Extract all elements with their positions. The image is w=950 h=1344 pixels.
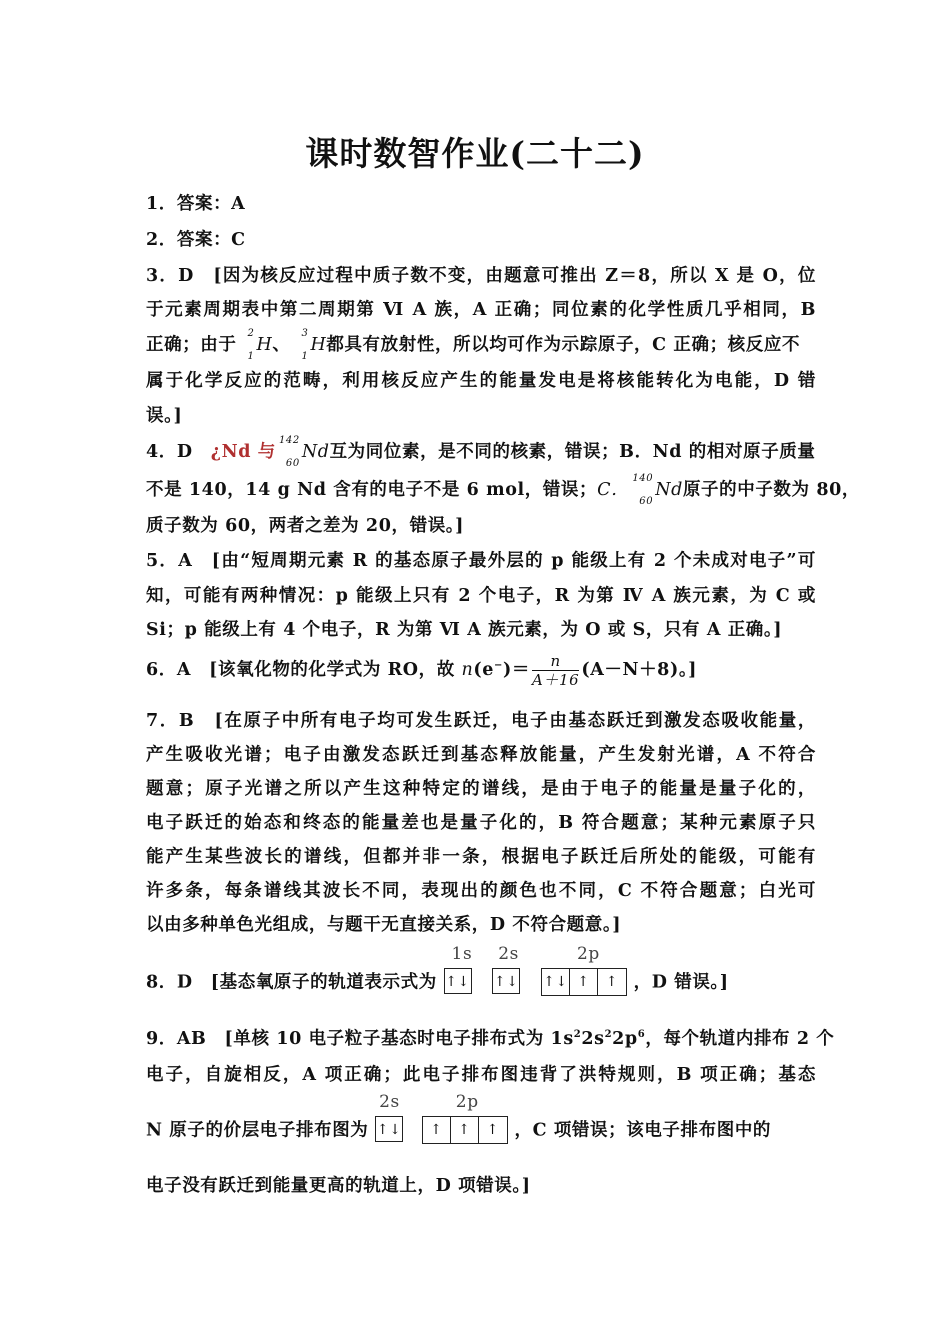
orbital-box: ↑↓: [375, 1116, 403, 1142]
text: )＝: [503, 660, 530, 680]
option-c-label: C．: [597, 480, 630, 500]
answer-1: 1．答案：A: [146, 194, 246, 214]
answer-4-line-1: [146, 435, 816, 469]
answer-4-line-2: [146, 473, 860, 507]
mass-number: 140: [632, 473, 654, 484]
text: 2s: [581, 1029, 605, 1049]
text: 互为同位素，是不同的核素，错误；B．Nd 的相对原子质量: [329, 442, 816, 462]
isotope-h2: [237, 328, 257, 362]
orbital-1s: [444, 944, 473, 998]
orbital-2p: [541, 944, 627, 998]
text: 9．AB [单核 10 电子粒子基态时电子排布式为 1s: [146, 1029, 574, 1049]
orbital-label: 1s: [451, 944, 473, 964]
page-title: 课时数智作业(二十二): [305, 134, 645, 173]
denominator: A＋16: [531, 671, 580, 689]
orbital-2s: [375, 1092, 403, 1146]
numerator: n: [532, 652, 579, 671]
orbital-2s: [492, 944, 520, 998]
mass-number: 2: [247, 328, 255, 339]
separator: 、: [272, 335, 291, 355]
orbital-label: 2p: [576, 944, 600, 964]
isotope-nd140: [629, 473, 655, 507]
mass-number: 3: [301, 328, 309, 339]
orbital-box: ↑: [451, 1117, 479, 1143]
isotope-h3: [290, 328, 310, 362]
orbital-box: ↑↓: [444, 968, 472, 994]
text: ¿Nd 与: [210, 442, 276, 462]
superscript: 2: [573, 1029, 582, 1041]
orbital-box: ↑↓: [542, 969, 570, 995]
text: 正确；由于: [146, 335, 237, 355]
text: 不是 140，14 g Nd 含有的电子不是 6 mol，错误；: [146, 480, 598, 500]
text: 原子的中子数为 80，: [682, 480, 860, 500]
text: 4．D: [146, 442, 211, 462]
answer-9-line-2: 电子，自旋相反，A 项正确；此电子排布图违背了洪特规则，B 项正确；基态: [146, 1065, 816, 1085]
text: ，每个轨道内排布 2 个: [645, 1029, 835, 1049]
orbital-group: [541, 968, 627, 996]
answer-9-line-3: [146, 1092, 816, 1146]
answer-7-line-2: 产生吸收光谱；电子由激发态跃迁到基态释放能量，产生发射光谱，A 不符合: [146, 745, 816, 765]
atomic-number: 60: [639, 496, 654, 507]
mass-number: 142: [278, 435, 300, 446]
orbital-group: [422, 1116, 508, 1144]
answer-7-line-4: 电子跃迁的始态和终态的能量差也是量子化的，B 符合题意；某种元素原子只: [146, 813, 816, 833]
text: ，C 项错误；该电子排布图中的: [514, 1120, 772, 1141]
answer-5-line-2: 知，可能有两种情况：p 能级上只有 2 个电子，R 为第 Ⅳ A 族元素，为 C 或: [146, 586, 816, 606]
answer-3-line-3: [146, 328, 816, 362]
answer-3-line-1: 3．D [因为核反应过程中质子数不变，由题意可推出 Z＝8，所以 X 是 O，位: [146, 266, 816, 286]
answer-3-line-2: 于元素周期表中第二周期第 Ⅵ A 族，A 正确；同位素的化学性质几乎相同，B: [146, 300, 816, 320]
answer-8: [146, 944, 816, 998]
answer-7-line-1: 7．B [在原子中所有电子均可发生跃迁，电子由基态跃迁到激发态吸收能量，: [146, 711, 816, 731]
variable-n: n: [461, 660, 474, 680]
orbital-box: ↑: [486, 1122, 499, 1138]
answer-2: 2．答案：C: [146, 230, 246, 250]
text: N 原子的价层电子排布图为: [146, 1120, 369, 1141]
text: 2p: [612, 1029, 638, 1049]
orbital-label: 2s: [498, 944, 519, 964]
superscript: 2: [604, 1029, 613, 1041]
element-symbol: H: [310, 335, 327, 355]
orbital-box: ↑: [570, 969, 598, 995]
answer-7-line-6: 许多条，每条谱线其波长不同，表现出的颜色也不同，C 不符合题意；白光可: [146, 881, 816, 901]
text: 都具有放射性，所以均可作为示踪原子，C 正确；核反应不: [326, 335, 801, 355]
answer-7-line-5: 能产生某些波长的谱线，但都并非一条，根据电子跃迁后所处的能级，可能有: [146, 847, 816, 867]
orbital-label: 2p: [455, 1092, 479, 1112]
isotope-nd142: [276, 435, 302, 469]
orbital-box: ↑: [605, 974, 619, 990]
orbital-box: ↑↓: [492, 968, 520, 994]
atomic-number: 1: [301, 351, 309, 362]
answer-6: [146, 652, 816, 689]
answer-4-line-3: 质子数为 60，两者之差为 20，错误。]: [146, 516, 465, 536]
atomic-number: 1: [247, 351, 255, 362]
answer-3-line-4: 属于化学反应的范畴，利用核反应产生的能量发电是将核能转化为电能，D 错: [146, 371, 816, 391]
fraction: [532, 652, 579, 689]
answer-5-line-1: 5．A [由“短周期元素 R 的基态原子最外层的 p 能级上有 2 个未成对电子”可: [146, 551, 816, 571]
orbital-box: ↑: [423, 1117, 451, 1143]
text: 6．A [该氧化物的化学式为 RO，故: [146, 660, 462, 680]
text: 8．D [基态氧原子的轨道表示式为: [146, 972, 437, 993]
element-symbol: Nd: [301, 442, 330, 462]
answer-9-line-4: 电子没有跃迁到能量更高的轨道上，D 项错误。]: [146, 1176, 531, 1196]
superscript: −: [494, 660, 503, 672]
answer-9-line-1: [146, 1025, 835, 1050]
text: (A－N＋8)。]: [581, 660, 698, 680]
element-symbol: H: [256, 335, 273, 355]
superscript: 6: [637, 1029, 646, 1041]
answer-3-line-5: 误。]: [146, 406, 183, 426]
orbital-label: 2s: [379, 1092, 400, 1112]
answer-7-line-3: 题意；原子光谱之所以产生这种特定的谱线，是由于电子的能量是量子化的，: [146, 779, 816, 799]
element-symbol: Nd: [655, 480, 683, 500]
text: (e: [473, 660, 495, 680]
text: ，D 错误。]: [633, 972, 729, 993]
answer-7-line-7: 以由多种单色光组成，与题干无直接关系，D 不符合题意。]: [146, 915, 622, 935]
atomic-number: 60: [285, 458, 300, 469]
orbital-2p: [422, 1092, 508, 1146]
answer-5-line-3: Si；p 能级上有 4 个电子，R 为第 Ⅵ A 族元素，为 O 或 S，只有 A 正确。]: [146, 620, 783, 640]
